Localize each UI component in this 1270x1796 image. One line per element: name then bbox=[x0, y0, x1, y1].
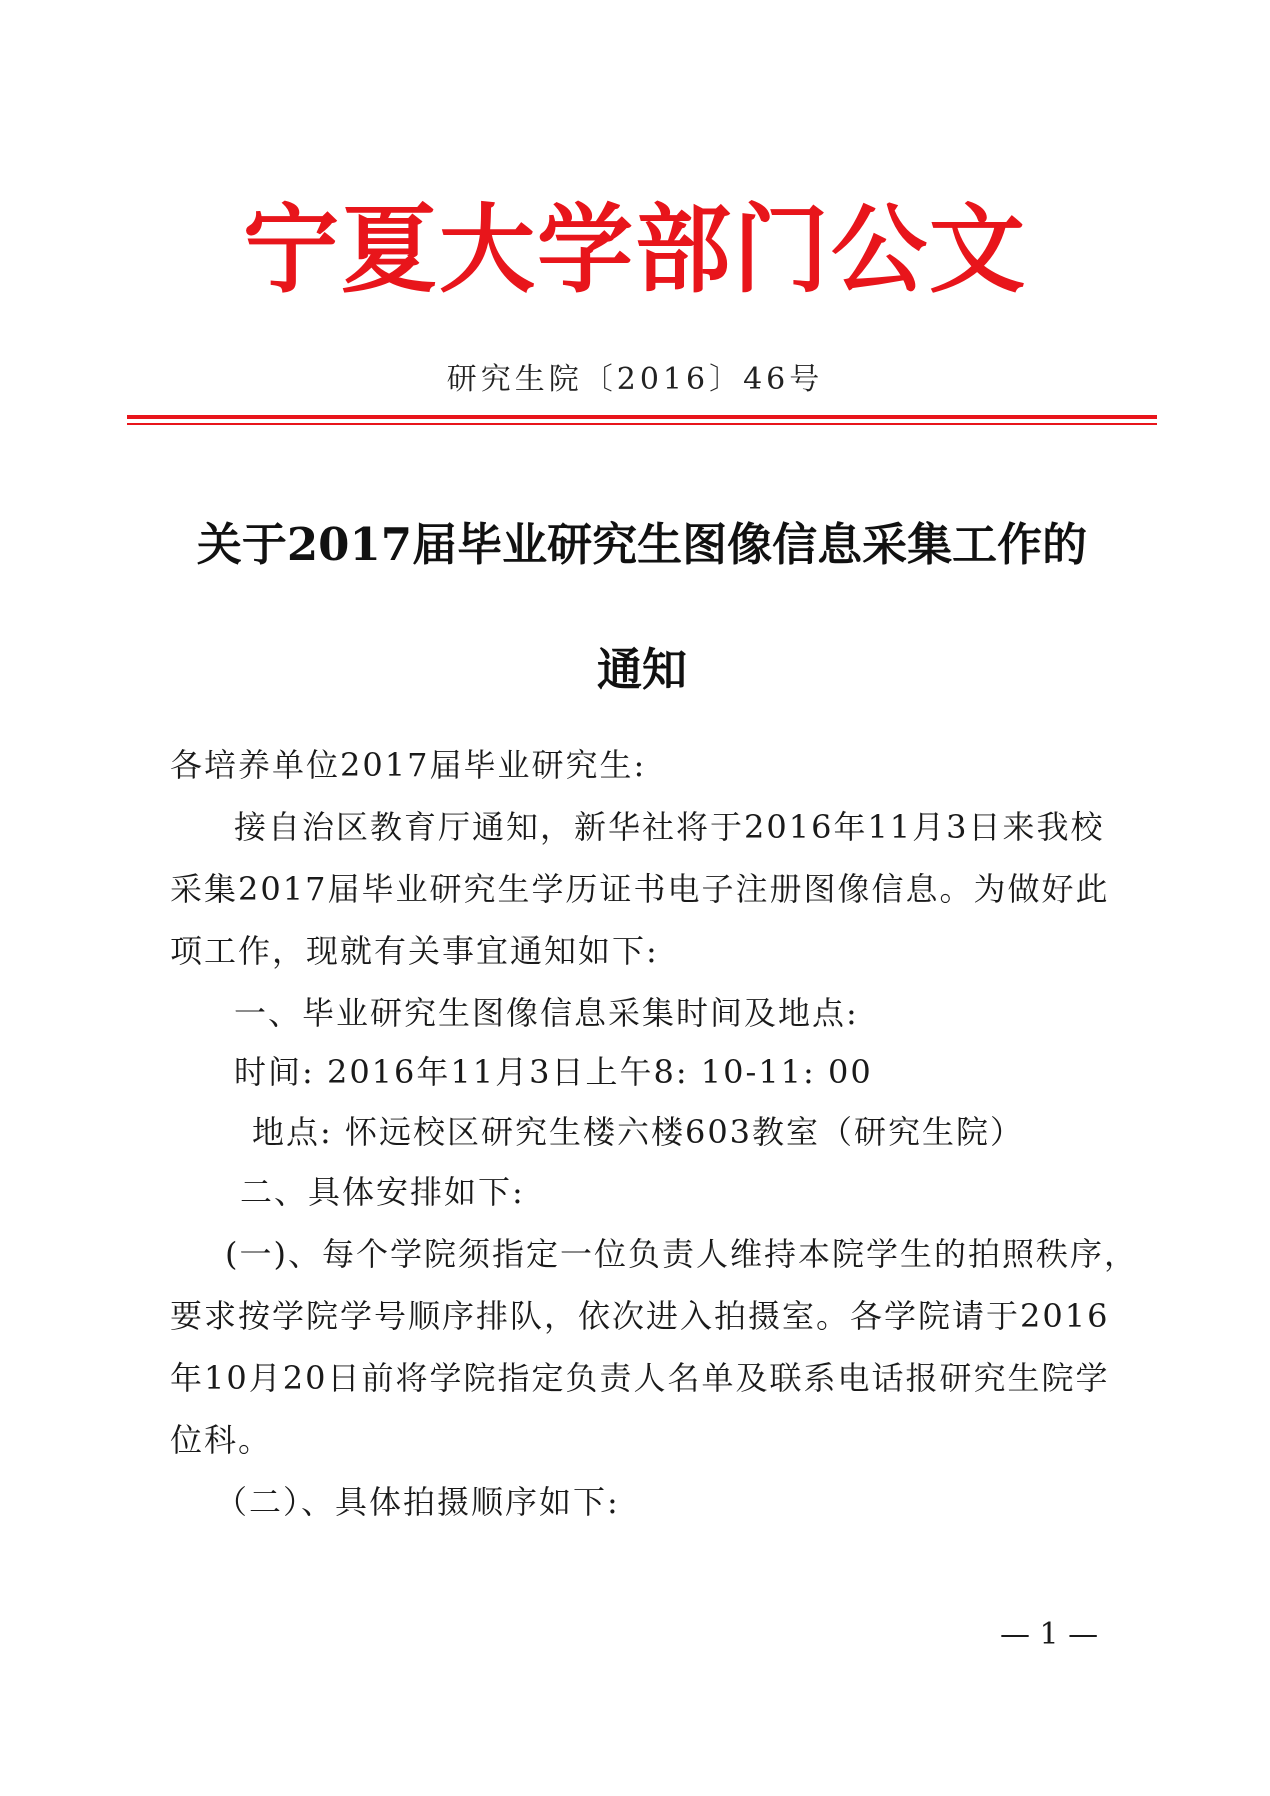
title-line-1: 关于2017届毕业研究生图像信息采集工作的 bbox=[196, 518, 1088, 571]
time-line: 时间: 2016年11月3日上午8: 10-11: 00 bbox=[234, 1053, 873, 1091]
item-line: 要求按学院学号顺序排队，依次进入拍摄室。各学院请于2016 bbox=[170, 1297, 1110, 1335]
item-line: 位科。 bbox=[170, 1421, 273, 1459]
title-line-2: 通知 bbox=[596, 643, 687, 696]
paragraph-line: 接自治区教育厅通知，新华社将于2016年11月3日来我校 bbox=[234, 808, 1105, 846]
section-heading-2: 二、具体安排如下: bbox=[240, 1173, 525, 1211]
paragraph-line: 采集2017届毕业研究生学历证书电子注册图像信息。为做好此 bbox=[170, 870, 1110, 908]
document-number: 研究生院〔2016〕46号 bbox=[446, 362, 824, 397]
item-heading-2: （二）、具体拍摄顺序如下: bbox=[215, 1483, 620, 1521]
salutation: 各培养单位2017届毕业研究生: bbox=[170, 746, 647, 784]
masthead: 宁夏大学部门公文 bbox=[243, 193, 1027, 306]
item-line: (一)、每个学院须指定一位负责人维持本院学生的拍照秩序， bbox=[225, 1235, 1138, 1273]
red-divider-thin bbox=[127, 423, 1157, 425]
paragraph-line: 项工作，现就有关事宜通知如下: bbox=[170, 932, 659, 970]
place-line: 地点: 怀远校区研究生楼六楼603教室（研究生院） bbox=[252, 1113, 1025, 1151]
red-divider-thick bbox=[127, 415, 1157, 419]
item-line: 年10月20日前将学院指定负责人名单及联系电话报研究生院学 bbox=[170, 1359, 1110, 1397]
page-number: — 1 — bbox=[1000, 1617, 1099, 1652]
section-heading-1: 一、毕业研究生图像信息采集时间及地点: bbox=[234, 994, 859, 1032]
